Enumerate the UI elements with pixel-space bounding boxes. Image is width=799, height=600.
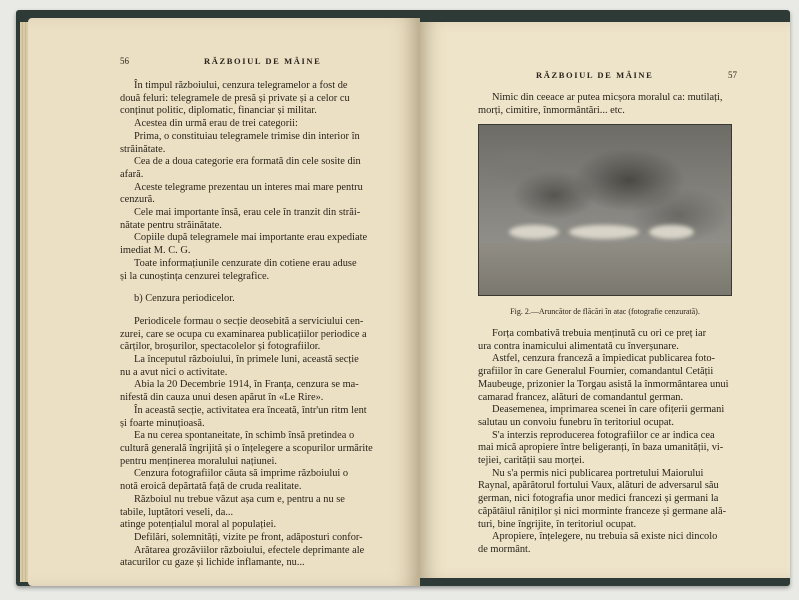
figure-photo [478, 124, 732, 296]
open-book [10, 8, 790, 586]
photo-flame [509, 225, 559, 239]
text-line: Aceste telegrame prezentau un interes mai mare pentru [134, 181, 363, 193]
text-line: Raynal, apărătorul fortului Vaux, alături de adversarul său [478, 480, 719, 492]
figure-caption: Fig. 2.—Aruncător de flăcări în atac (fotografie cenzurată). [510, 307, 700, 316]
right-page [420, 22, 790, 578]
text-line: atinge potențialul moral al populației. [120, 519, 277, 531]
text-line: În timpul războiului, cenzura telegramelor a fost de [134, 80, 348, 91]
text-line: atacurilor cu gaze și lichide inflamante, nu... [120, 557, 305, 569]
text-line: salutau un convoiu funebru în teritoriul ocupat. [478, 416, 674, 428]
text-line: La începutul războiului, în primele luni, această secție [134, 354, 359, 366]
left-running-head: RĂZBOIUL DE MÂINE [204, 56, 322, 66]
text-line: grafiilor în care Generalul Fournier, comandantul Cetății [478, 366, 714, 378]
text-line: cenzură. [120, 194, 155, 206]
text-line: Toate informațiunile cenzurate din cotiene erau aduse [134, 257, 357, 269]
text-line: tabile, luptători veseli, da... [120, 506, 234, 518]
text-line [120, 283, 420, 293]
text-line: Ea nu cerea spontaneitate, în schimb însă pretindea o [134, 430, 355, 442]
text-line: nătate pentru străinătate. [120, 219, 222, 231]
text-line: Prima, o constituiau telegramele trimise din interior în [134, 130, 360, 142]
text-line: Copiile după telegramele mai importante erau expediate [134, 232, 368, 244]
text-line: Cenzura fotografiilor căuta să imprime războiului o [134, 468, 349, 480]
text-line: Astfel, cenzura franceză a împiedicat publicarea foto- [492, 353, 715, 365]
text-line: și la cunoștința cenzurei telegrafice. [120, 270, 270, 282]
text-line: Războiul nu trebue văzut așa cum e, pentru a nu se [134, 493, 345, 505]
text-line: tejiei, carității sau morței. [478, 455, 585, 467]
text-line: cărților, broșurilor, spectacolelor și fotografiilor. [120, 341, 321, 353]
text-line: În această secție, activitatea era înceată, într'un ritm lent [134, 404, 367, 416]
text-line: mai mică apropiere între beligeranți, în baza umanității, vi- [478, 442, 724, 454]
photo-ground [479, 243, 731, 295]
text-line: turi, bine îngrijite, în teritoriul ocupat. [478, 518, 637, 530]
text-line: Nimic din ceeace ar putea micșora moralul ca: mutilați, [492, 92, 723, 103]
text-line: german, nici fotografia unor medici francezi și germani la [478, 493, 719, 505]
text-line: și foarte minuțioasă. [120, 417, 205, 429]
text-line: b) Cenzura periodicelor. [134, 293, 235, 305]
right-page-top-text [478, 92, 748, 117]
text-line: conținut politic, diplomatic, financiar și militar. [120, 105, 317, 117]
right-page-bottom-text [478, 328, 752, 557]
text-line: afară. [120, 168, 144, 180]
text-line: notă eroică depărtată față de cruda realitate. [120, 481, 302, 493]
left-page-text [120, 80, 420, 570]
text-line: nu a avut nici o activitate. [120, 366, 228, 378]
text-line: Acestea din urmă erau de trei categorii: [134, 118, 298, 130]
text-line: Arătarea grozăviilor războiului, efectele deprimante ale [134, 544, 365, 556]
text-line: Abia la 20 Decembrie 1914, în Franța, cenzura se ma- [134, 379, 359, 391]
text-line [120, 306, 420, 316]
text-line: Defilări, solemnități, vizite pe front, adăposturi confor- [134, 531, 363, 543]
text-line: imediat M. C. G. [120, 245, 191, 257]
text-line: zurei, care se ocupa cu examinarea publicațiilor periodice a [120, 328, 367, 340]
right-page-number: 57 [728, 70, 737, 80]
text-line: morți, cimitire, înmormântări... etc. [478, 104, 625, 116]
text-line: Deasemenea, imprimarea scenei în care ofițerii germani [492, 404, 725, 416]
text-line: de mormânt. [478, 543, 531, 555]
text-line: camarad francez, alături de comandantul german. [478, 391, 684, 403]
left-page-number: 56 [120, 56, 129, 66]
photo-flame [569, 225, 639, 239]
right-running-head: RĂZBOIUL DE MÂINE [536, 70, 654, 80]
text-line: Apropiere, înțelegere, nu trebuia să existe nici dincolo [492, 531, 718, 543]
text-line: pentru menținerea moralului națiunei. [120, 455, 277, 467]
text-line: S'a interzis reproducerea fotografiilor ce ar indica cea [492, 429, 715, 441]
photo-flame [649, 225, 694, 239]
text-line: Cea de a doua categorie era formată din cele sosite din [134, 156, 361, 168]
text-line: nifestă din cauza unui desen apărut în «Le Rire». [120, 392, 324, 404]
text-line: cultură generală îngrijită și o înțelegere a scopurilor urmărite [120, 442, 373, 454]
text-line: ura contra inamicului alimentată cu înverșunare. [478, 340, 679, 352]
left-page [28, 18, 420, 586]
text-line: străinătate. [120, 143, 166, 155]
text-line: două feluri: telegramele de presă și private și a celor cu [120, 92, 350, 104]
text-line: Maubeuge, prizonier la Torgau asistă la înmormântarea unui [478, 378, 729, 390]
text-line: Nu s'a permis nici publicarea portretului Maiorului [492, 467, 704, 479]
text-line: Forța combativă trebuia menținută cu ori ce preț iar [492, 328, 707, 339]
text-line: căpătâiul răniților și nici morminte franceze și germane ală- [478, 505, 727, 517]
text-line: Periodicele formau o secție deosebită a serviciului cen- [134, 315, 364, 327]
text-line: Cele mai importante însă, erau cele în tranzit din străi- [134, 207, 361, 219]
